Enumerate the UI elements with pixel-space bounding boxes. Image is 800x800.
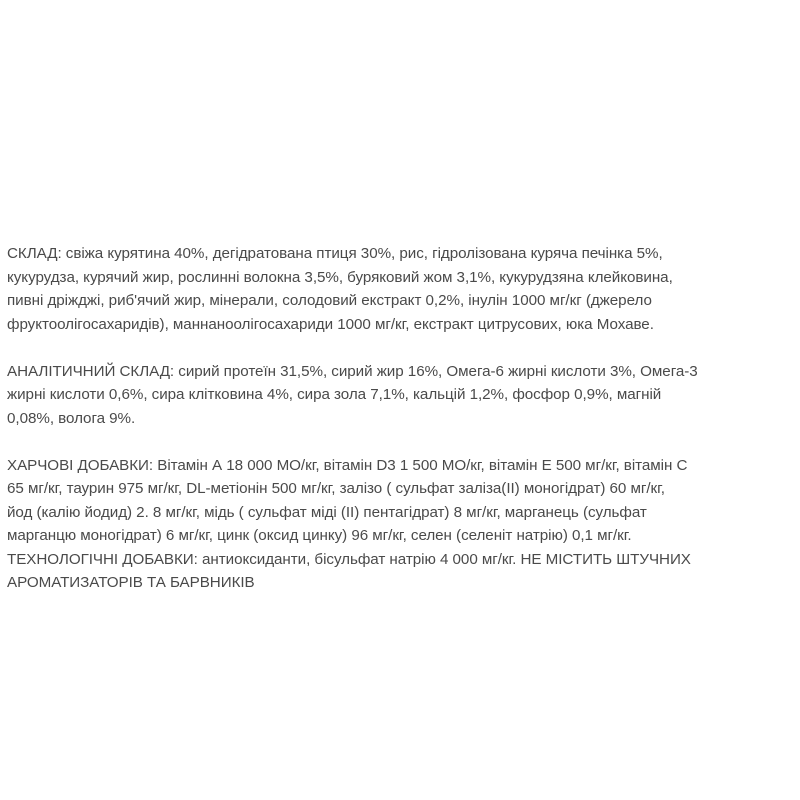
analytical-line: АНАЛІТИЧНИЙ СКЛАД: сирий протеїн 31,5%, сирий жир 16%, Омега-6 жирні кислоти 3%, Омега-3 (7, 362, 698, 380)
additives-line: ХАРЧОВІ ДОБАВКИ: Вітамін А 18 000 МО/кг, вітамін D3 1 500 МО/кг, вітамін Е 500 мг/кг, вітамін С (7, 456, 688, 474)
analytical-line: жирні кислоти 0,6%, сира клітковина 4%, сира зола 7,1%, кальцій 1,2%, фосфор 0,9%, магній (7, 386, 662, 403)
additives-paragraph (7, 454, 797, 595)
additives-line: АРОМАТИЗАТОРІВ ТА БАРВНИКІВ (7, 574, 255, 591)
additives-line: марганцю моногідрат) 6 мг/кг, цинк (оксид цинку) 96 мг/кг, селен (селеніт натрію) 0,1 мг/кг. (7, 527, 632, 544)
composition-line: кукурудза, курячий жир, рослинні волокна 3,5%, буряковий жом 3,1%, кукурудзяна клейковина, (7, 268, 673, 286)
additives-line: ТЕХНОЛОГІЧНІ ДОБАВКИ: антиоксиданти, бісульфат натрію 4 000 мг/кг. НЕ МІСТИТЬ ШТУЧНИХ (7, 550, 691, 568)
paragraph-spacer (7, 430, 797, 454)
analytical-paragraph (7, 360, 797, 431)
composition-line: пивні дріжджі, риб'ячий жир, мінерали, солодовий екстракт 0,2%, інулін 1000 мг/кг (джерело (7, 292, 652, 309)
paragraph-spacer (7, 336, 797, 360)
ingredients-document (7, 242, 797, 595)
composition-paragraph (7, 242, 797, 336)
additives-line: йод (калію йодид) 2. 8 мг/кг, мідь ( сульфат міді (II) пентагідрат) 8 мг/кг, марганець (сульфат (7, 503, 647, 521)
composition-line: СКЛАД: свіжа курятина 40%, дегідратована птиця 30%, рис, гідролізована куряча печінка 5%, (7, 245, 663, 262)
composition-line: фруктоолігосахаридів), маннаноолігосахариди 1000 мг/кг, екстракт цитрусових, юка Мохаве. (7, 315, 654, 333)
analytical-line: 0,08%, волога 9%. (7, 409, 136, 427)
additives-line: 65 мг/кг, таурин 975 мг/кг, DL-метіонін 500 мг/кг, залізо ( сульфат заліза(II) моногідрат) 60 мг/кг, (7, 480, 665, 497)
